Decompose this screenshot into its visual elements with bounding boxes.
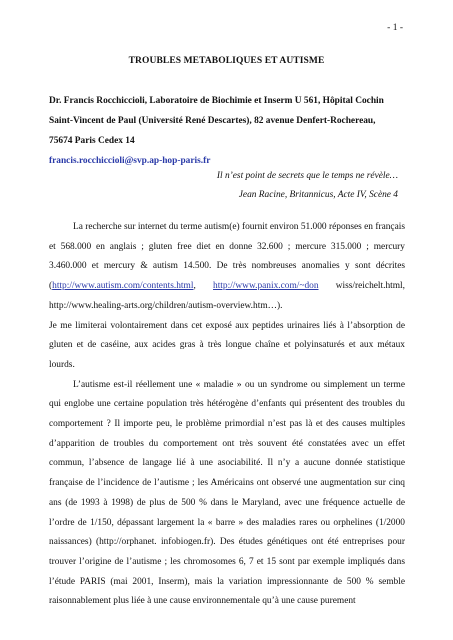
document-title: TROUBLES METABOLIQUES ET AUTISME — [128, 56, 325, 66]
epigraph — [217, 167, 398, 205]
author-line-3: 75674 Paris Cedex 14 — [49, 136, 135, 146]
author-block — [49, 91, 409, 171]
author-line-2: Saint-Vincent de Paul (Université René Descartes), 82 avenue Denfert-Rochereau, — [49, 116, 376, 126]
epigraph-source: Jean Racine, Britannicus, Acte IV, Scène 4 — [238, 190, 398, 200]
paragraph-1-text-a: La recherche sur internet du terme autism(e) fournit environ 51.000 réponses en français et 568.000 en anglais ; gluten free diet en donne 32.600 ; mercure 315.000 ; mercury 3.460.000 et mercury & autism 14.500. De très nombreuses anomalies y sont décrites ( — [49, 222, 405, 292]
author-line-1: Dr. Francis Rocchiccioli, Laboratoire de Biochimie et Inserm U 561, Hôpital Cochin — [49, 96, 384, 106]
paragraph-3: L’autisme est-il réellement une « maladie » ou un syndrome ou simplement un terme qui englobe une certaine population très hétérogène d’enfants qui présentent des troubles du comportement ? Il importe peu, le problème primordial n’est pas là et des causes multiples d’apparition de troubles du comportement ont très souvent été constatées avec un effet commun, l’absence de langage lié à une asociabilité. Il n’y a aucune donnée statistique française de l’incidence de l’autisme ; les Américains ont observé une augmentation sur cinq ans (de 1993 à 1998) de plus de 500 % dans le Maryland, avec une fréquence actuelle de l’ordre de 1/150, dépassant largement la « barre » des maladies rares ou orphelines (1/2000 naissances) (http://orphanet. infobiogen.fr). Des études génétiques ont été entreprises pour trouver l’origine de l’autisme ; les chromosomes 6, 7 et 15 sont par exemple impliqués dans l’étude PARIS (mai 2001, Inserm), mais la variation impressionnante de 500 % semble raisonnablement plus liée à une cause environnementale qu’à une cause purement — [49, 379, 405, 607]
paragraph-1 — [49, 218, 405, 317]
paragraph-1-text-b: , — [193, 281, 214, 292]
body-text — [49, 218, 405, 612]
epigraph-text: Il n’est point de secrets que le temps ne révèle… — [216, 171, 398, 181]
author-email[interactable]: francis.rocchiccioli@svp.ap-hop-paris.fr — [49, 156, 211, 166]
paragraph-1-text-c: wiss/reichelt.html, http://www.healing-arts.org/children/autism-overview.htm…). — [49, 281, 406, 311]
link-autism-com[interactable]: http://www.autism.com/contents.html — [52, 281, 194, 292]
page-number: - 1 - — [387, 23, 403, 33]
link-panix-com[interactable]: http://www.panix.com/~don — [213, 281, 319, 292]
paragraph-2: Je me limiterai volontairement dans cet exposé aux peptides urinaires liés à l’absorption de gluten et de caséine, aux acides gras à très longue chaîne et polyinsaturés et aux métaux lourds. — [49, 320, 405, 370]
